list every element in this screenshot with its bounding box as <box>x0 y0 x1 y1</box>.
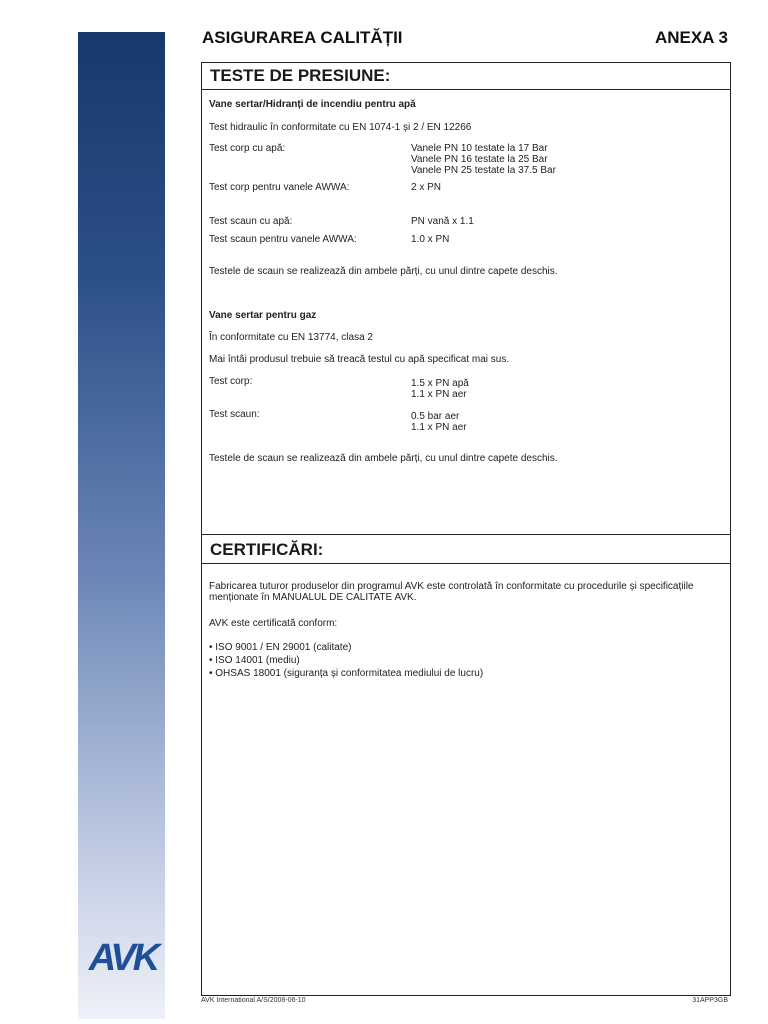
water-seat-test-label: Test scaun cu apă: <box>209 216 293 227</box>
awwa-seat-test-value: 1.0 x PN <box>411 234 450 245</box>
gas-valves-heading: Vane sertar pentru gaz <box>209 310 317 321</box>
gas-body-test-value-2: 1.1 x PN aer <box>411 389 467 400</box>
annex-label: ANEXA 3 <box>654 28 728 47</box>
cert-item: • ISO 9001 / EN 29001 (calitate) <box>209 642 352 653</box>
avk-logo-text: AVK <box>88 937 158 976</box>
footer-right: 31APP3GB <box>692 997 728 1004</box>
water-valves-heading: Vane sertar/Hidranți de incendiu pentru apă <box>209 99 416 110</box>
awwa-body-test-value: 2 x PN <box>411 182 442 193</box>
gas-seat-test-label: Test scaun: <box>209 409 260 420</box>
water-standard-text: Test hidraulic în conformitate cu EN 1074-1 și 2 / EN 12266 <box>209 122 472 133</box>
cert-item: • OHSAS 18001 (siguranța și conformitatea mediului de lucru) <box>209 668 484 679</box>
water-body-test-value-1: Vanele PN 10 testate la 17 Bar <box>411 143 548 154</box>
gas-body-test-value-1: 1.5 x PN apă <box>411 378 469 389</box>
gas-seat-test-value-1: 0.5 bar aer <box>411 411 460 422</box>
gas-seat-note: Testele de scaun se realizează din ambele părți, cu unul dintre capete deschis. <box>209 453 558 464</box>
awwa-seat-test-label: Test scaun pentru vanele AWWA: <box>209 234 357 245</box>
water-seat-note: Testele de scaun se realizează din ambele părți, cu unul dintre capete deschis. <box>209 266 558 277</box>
footer-left: AVK International A/S/2008-06-10 <box>201 997 306 1004</box>
page-title: ASIGURAREA CALITĂȚII <box>202 28 403 47</box>
content-frame <box>201 62 731 996</box>
gas-body-test-label: Test corp: <box>209 376 253 387</box>
gas-standard-text: În conformitate cu EN 13774, clasa 2 <box>209 332 373 343</box>
certs-section-title: CERTIFICĂRI: <box>201 536 731 564</box>
pressure-section-title: TESTE DE PRESIUNE: <box>201 62 731 90</box>
avk-logo <box>82 936 164 976</box>
decorative-sidebar <box>78 32 165 1019</box>
cert-item: • ISO 14001 (mediu) <box>209 655 300 666</box>
water-body-test-value-3: Vanele PN 25 testate la 37.5 Bar <box>411 165 556 176</box>
water-seat-test-value: PN vană x 1.1 <box>411 216 474 227</box>
certs-intro: Fabricarea tuturor produselor din programul AVK este controlată în conformitate cu procedurile și specificațiile menționate în MANUALUL DE CALITATE AVK. <box>209 581 694 603</box>
gas-seat-test-value-2: 1.1 x PN aer <box>411 422 467 433</box>
gas-prereq-text: Mai întâi produsul trebuie să treacă testul cu apă specificat mai sus. <box>209 354 510 365</box>
water-body-test-value-2: Vanele PN 16 testate la 25 Bar <box>411 154 548 165</box>
water-body-test-label: Test corp cu apă: <box>209 143 286 154</box>
awwa-body-test-label: Test corp pentru vanele AWWA: <box>209 182 350 193</box>
section-divider <box>201 534 731 535</box>
certs-certified-label: AVK este certificată conform: <box>209 618 338 629</box>
